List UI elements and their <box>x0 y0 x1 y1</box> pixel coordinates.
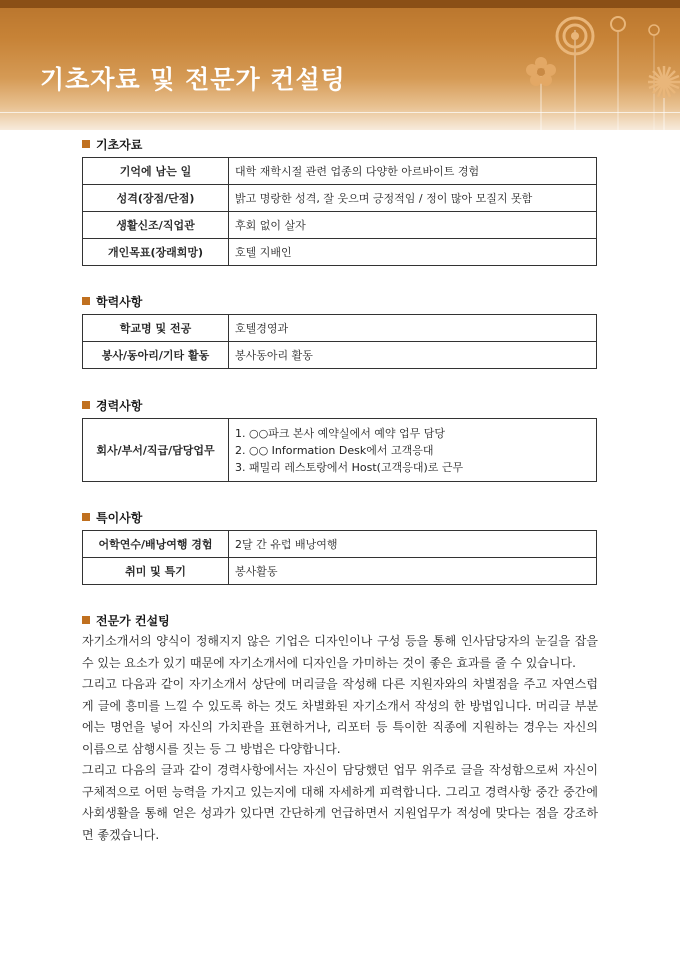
consulting-paragraph: 그리고 다음과 같이 자기소개서 상단에 머리글을 작성해 다른 지원자와의 차별점을 주고 자연스럽게 글에 흥미를 느낄 수 있도록 하는 것도 차별화된 자기소개서 작성의 한 방법입니다. 머리글 부분에는 명언을 넣어 자신의 가치관을 표현하거나, 리포터 등 특이한 직종에 지원하는 경우는 자신의 이름으로 삼행시를 짓는 등 그 방법은 다양합니다. <box>82 677 598 756</box>
square-bullet-icon <box>82 297 90 305</box>
special-table <box>82 530 597 585</box>
education-table <box>82 314 597 369</box>
row-label: 봉사/동아리/기타 활동 <box>83 342 229 369</box>
row-value: 봉사활동 <box>229 558 597 585</box>
row-label: 생활신조/직업관 <box>83 212 229 239</box>
square-bullet-icon <box>82 401 90 409</box>
career-table <box>82 418 597 482</box>
row-value: 밝고 명랑한 성격, 잘 웃으며 긍정적임 / 정이 많아 모질지 못함 <box>229 185 597 212</box>
section-heading-consulting <box>82 612 170 628</box>
table-row <box>83 342 597 369</box>
row-value: 봉사동아리 활동 <box>229 342 597 369</box>
table-row <box>83 315 597 342</box>
section-title: 특이사항 <box>96 510 143 525</box>
square-bullet-icon <box>82 140 90 148</box>
career-line: 2. ○○ Information Desk에서 고객응대 <box>235 443 434 457</box>
row-value: 대학 재학시절 관련 업종의 다양한 아르바이트 경험 <box>229 158 597 185</box>
row-value: 호텔경영과 <box>229 315 597 342</box>
career-line: 3. 패밀리 레스토랑에서 Host(고객응대)로 근무 <box>235 460 464 474</box>
banner-rule <box>0 112 680 113</box>
row-value <box>229 419 597 482</box>
row-label: 회사/부서/직급/담당업무 <box>83 419 229 482</box>
section-heading-education <box>82 293 142 309</box>
section-title: 기초자료 <box>96 137 143 152</box>
section-title: 전문가 컨설팅 <box>96 613 170 628</box>
row-label: 취미 및 특기 <box>83 558 229 585</box>
row-label: 개인목표(장래희망) <box>83 239 229 266</box>
consulting-paragraph: 그리고 다음의 글과 같이 경력사항에서는 자신이 담당했던 업무 위주로 글을 작성함으로써 자신이 구체적으로 어떤 능력을 가지고 있는지에 대해 자세하게 피력합니다. 그리고 경력사항 중간 중간에 사회생활을 통해 얻은 성과가 있다면 간단하게 언급하면서 지원업무가 적성에 맞다는 점을 강조하면 좋겠습니다. <box>82 763 598 842</box>
row-label: 학교명 및 전공 <box>83 315 229 342</box>
table-row <box>83 239 597 266</box>
section-title: 경력사항 <box>96 398 143 413</box>
consulting-paragraph: 자기소개서의 양식이 정해지지 않은 기업은 디자인이나 구성 등을 통해 인사담당자의 눈길을 잡을 수 있는 요소가 있기 때문에 자기소개서에 디자인을 가미하는 것이 좋은 효과를 줄 수 있습니다. <box>82 634 598 670</box>
table-row <box>83 158 597 185</box>
section-heading-career <box>82 397 142 413</box>
section-title: 학력사항 <box>96 294 143 309</box>
table-row <box>83 185 597 212</box>
table-row <box>83 419 597 482</box>
header-banner <box>0 0 680 130</box>
table-row <box>83 531 597 558</box>
row-label: 어학연수/배낭여행 경험 <box>83 531 229 558</box>
section-heading-special <box>82 509 142 525</box>
table-row <box>83 212 597 239</box>
row-value: 2달 간 유럽 배낭여행 <box>229 531 597 558</box>
table-row <box>83 558 597 585</box>
consulting-body <box>82 631 598 846</box>
row-value: 호텔 지배인 <box>229 239 597 266</box>
row-value: 후회 없이 살자 <box>229 212 597 239</box>
page-title: 기초자료 및 전문가 컨설팅 <box>40 65 346 94</box>
square-bullet-icon <box>82 616 90 624</box>
row-label: 기억에 남는 일 <box>83 158 229 185</box>
career-line: 1. ○○파크 본사 예약실에서 예약 업무 담당 <box>235 426 446 440</box>
row-label: 성격(장점/단점) <box>83 185 229 212</box>
square-bullet-icon <box>82 513 90 521</box>
section-heading-basic <box>82 136 142 152</box>
basic-info-table <box>82 157 597 266</box>
